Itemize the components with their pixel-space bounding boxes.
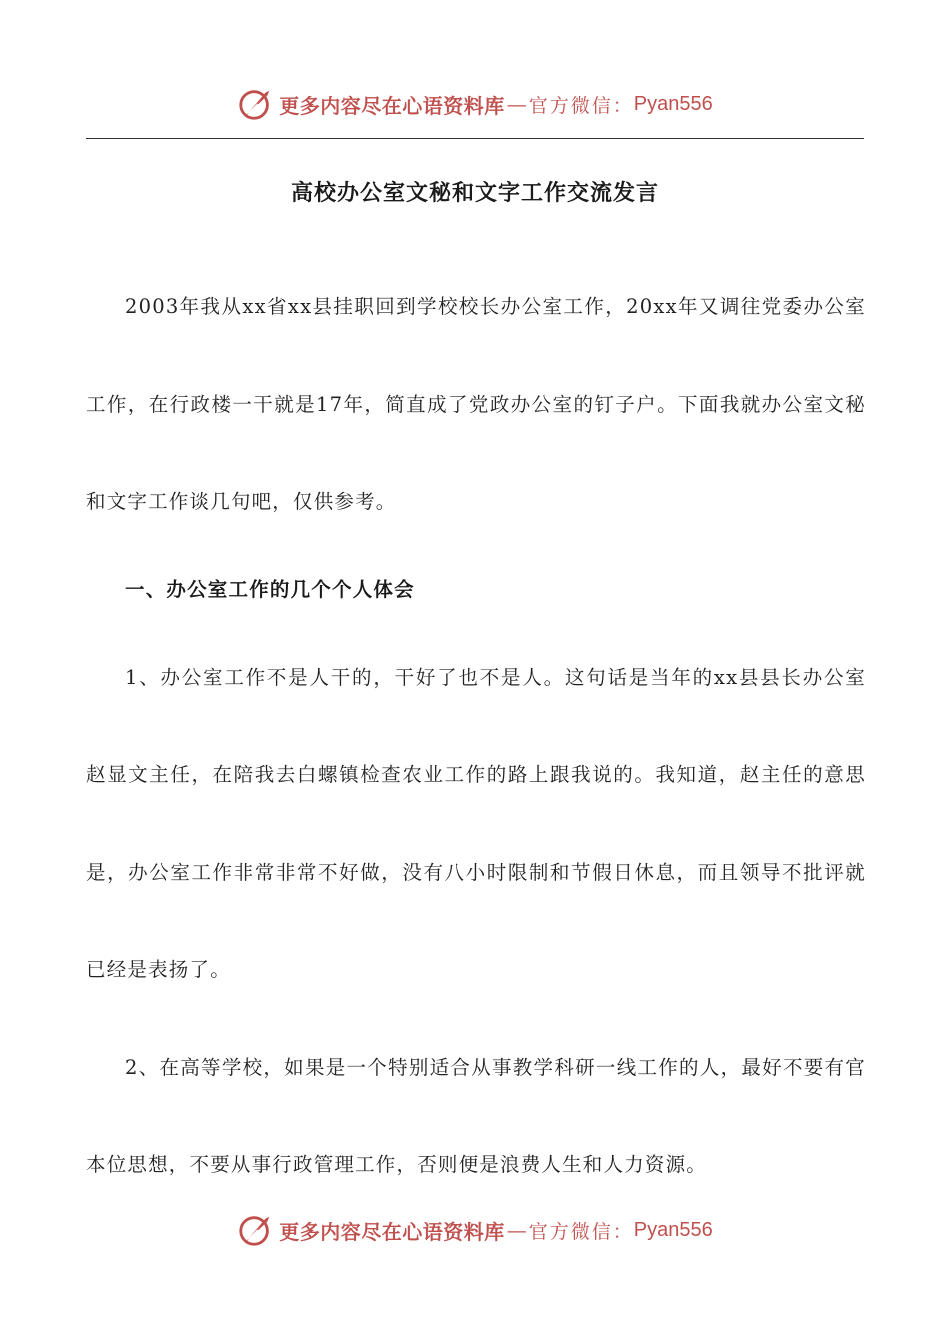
watermark-brand: 更多内容尽在心语资料库 (279, 93, 505, 118)
watermark-wechat-label: 官方微信： (528, 1220, 634, 1243)
watermark-wechat-id: Pyan556 (633, 1218, 713, 1241)
watermark-wechat-label: 官方微信： (528, 94, 634, 117)
footer-watermark (0, 1208, 950, 1252)
quill-pen-logo-icon (237, 1211, 275, 1249)
section-heading: 一、办公室工作的几个个人体会 (125, 577, 415, 601)
numbered-paragraph: 1、办公室工作不是人干的，干好了也不是人。这句话是当年的xx县县长办公室赵显文主任，在陪我去白螺镇检查农业工作的路上跟我说的。我知道，赵主任的意思是，办公室工作非常非常不好做，没有八小时限制和节假日休息，而且领导不批评就已经是表扬了。 (86, 665, 866, 981)
watermark-separator: — (506, 92, 527, 116)
intro-paragraph: 2003年我从xx省xx县挂职回到学校校长办公室工作，20xx年又调往党委办公室工作，在行政楼一干就是17年，简直成了党政办公室的钉子户。下面我就办公室文秘和文字工作谈几句吧，仅供参考。 (86, 295, 866, 513)
numbered-paragraph: 2、在高等学校，如果是一个特别适合从事教学科研一线工作的人，最好不要有官本位思想，不要从事行政管理工作，否则便是浪费人生和人力资源。 (86, 1055, 866, 1176)
document-title: 高校办公室文秘和文字工作交流发言 (290, 180, 659, 206)
header-watermark (0, 82, 950, 126)
document-body (86, 258, 866, 1214)
watermark-brand: 更多内容尽在心语资料库 (279, 1219, 505, 1244)
header-divider (86, 138, 864, 139)
quill-pen-logo-icon (237, 85, 275, 123)
watermark-wechat-id: Pyan556 (633, 92, 713, 115)
watermark-separator: — (506, 1218, 527, 1242)
